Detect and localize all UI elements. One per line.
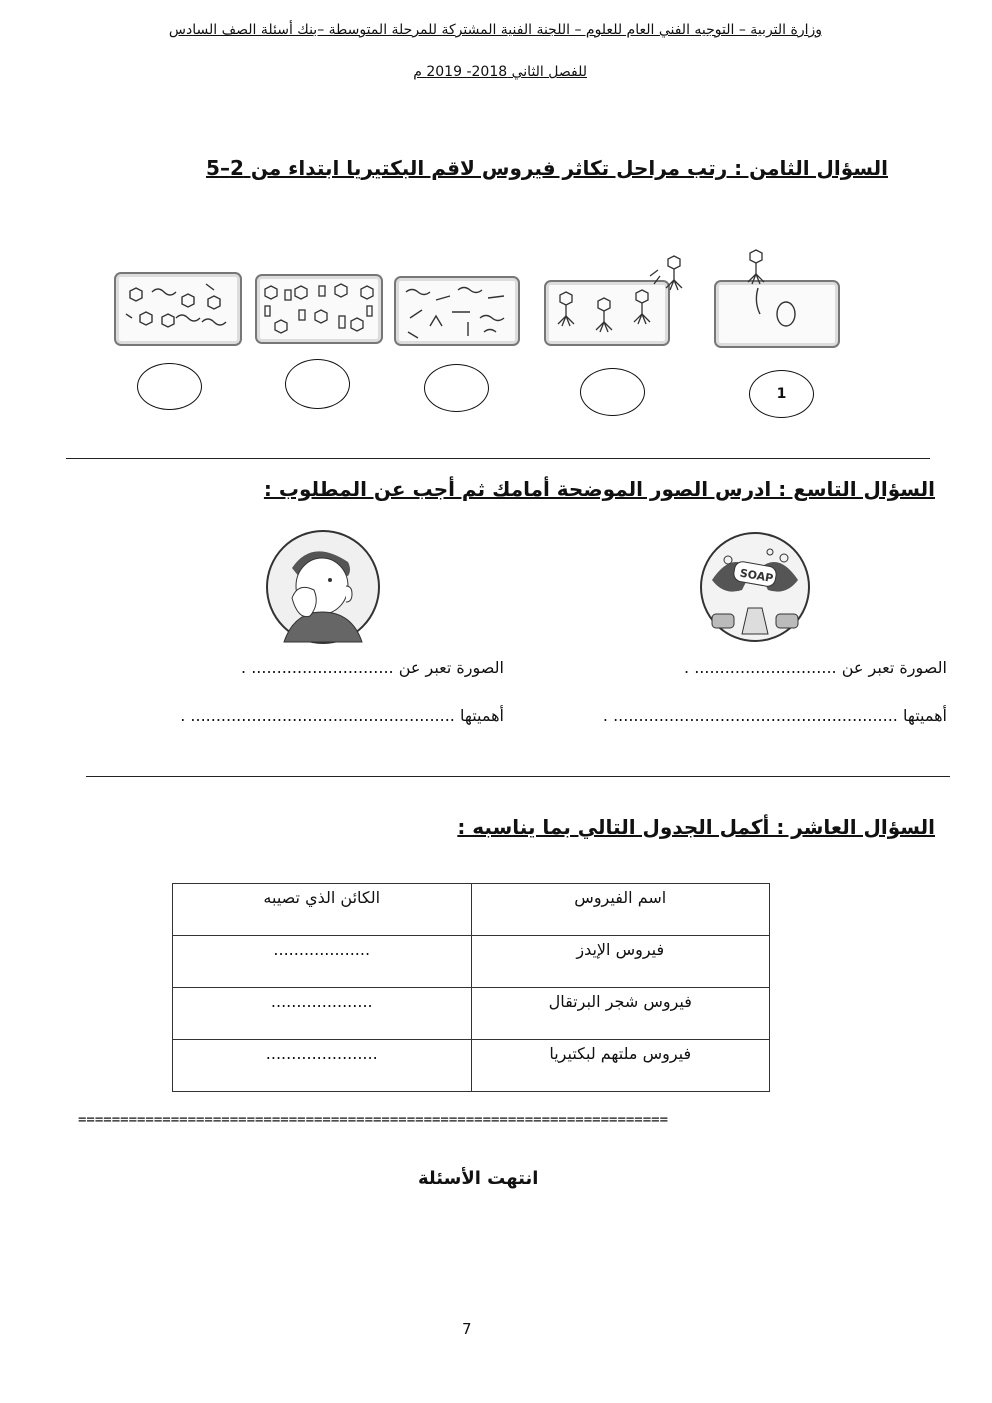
virus-name-cell: فيروس الإيدز	[471, 936, 770, 988]
stage-number-oval[interactable]	[580, 368, 645, 416]
table-header-row	[173, 884, 770, 936]
stage-number-oval[interactable]	[285, 359, 350, 409]
host-answer-cell[interactable]: ......................	[173, 1040, 472, 1092]
q10-title: السؤال العاشر : أكمل الجدول التالي بما يناسبه :	[457, 815, 935, 839]
boy-tissue-icon	[264, 528, 382, 646]
equals-separator: ======================================================================	[78, 1112, 669, 1128]
virus-dna-fragments-drawing	[396, 278, 518, 344]
virus-name-cell: فيروس ملتهم لبكتيريا	[471, 1040, 770, 1092]
page-number: 7	[462, 1320, 472, 1338]
divider	[66, 458, 930, 459]
left-expresses-line: الصورة تعبر عن ............................ .	[241, 658, 504, 677]
phage-release-icon	[640, 252, 696, 302]
phage-icon	[738, 248, 774, 288]
table-row	[173, 936, 770, 988]
virus-name-cell: فيروس شجر البرتقال	[471, 988, 770, 1040]
stage-parts-image	[394, 276, 520, 346]
right-importance-line: أهميتها ........................................................ .	[602, 706, 947, 725]
stage-number-text: 1	[776, 386, 787, 402]
end-of-questions: انتهت الأسئلة	[418, 1168, 539, 1189]
phage-attach-cell-drawing	[716, 282, 838, 346]
virus-release-drawing	[116, 274, 240, 344]
virus-table	[172, 883, 770, 1092]
header-term-line: للفصل الثاني 2018- 2019 م	[413, 64, 587, 80]
soap-text: SOAP	[738, 566, 775, 586]
stage-assemble-image	[255, 274, 383, 344]
stage-release-image	[114, 272, 242, 346]
stage-number-oval[interactable]	[749, 370, 814, 418]
virus-parts-assembly-drawing	[257, 276, 381, 342]
stage-attach-image	[714, 280, 840, 348]
host-answer-cell[interactable]: ...................	[173, 936, 472, 988]
right-expresses-line: الصورة تعبر عن ............................ .	[684, 658, 947, 677]
header-host: الكائن الذي تصيبه	[173, 884, 472, 936]
header-virus-name: اسم الفيروس	[471, 884, 770, 936]
stage-number-oval[interactable]	[137, 363, 202, 410]
header-ministry-line: وزارة التربية – التوجيه الفني العام للعلوم – اللجنة الفنية المشتركة للمرحلة المتوسطة –بنك أسئلة الصف السادس	[168, 22, 822, 38]
q8-title: السؤال الثامن : رتب مراحل تكاثر فيروس لاقم البكتيريا ابتداء من 2–5	[206, 156, 888, 180]
stage-number-oval[interactable]	[424, 364, 489, 412]
table-row	[173, 1040, 770, 1092]
table-row	[173, 988, 770, 1040]
hand-washing-soap-icon	[698, 530, 812, 644]
divider	[86, 776, 950, 777]
left-importance-line: أهميتها .................................................... .	[180, 706, 504, 725]
host-answer-cell[interactable]: ....................	[173, 988, 472, 1040]
q9-title: السؤال التاسع : ادرس الصور الموضحة أمامك ثم أجب عن المطلوب :	[263, 477, 935, 501]
